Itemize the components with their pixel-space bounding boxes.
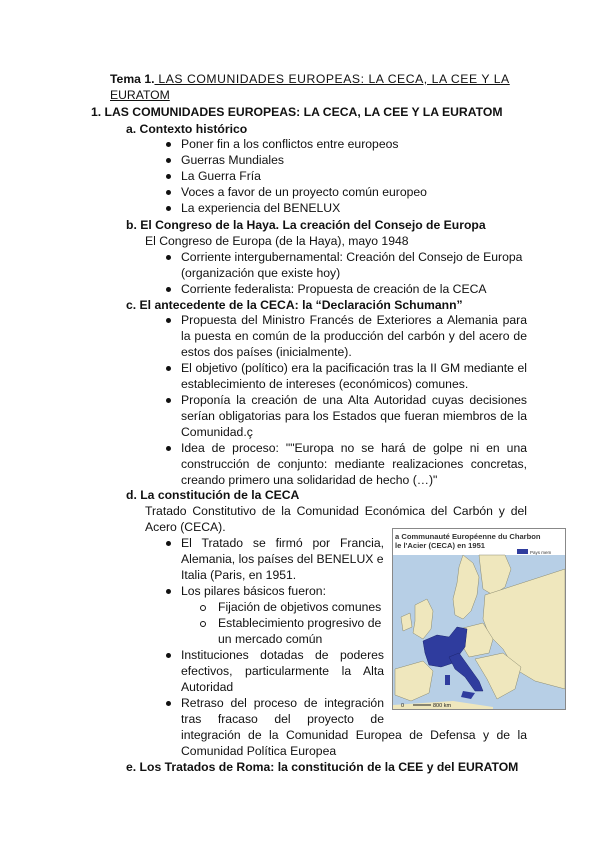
sub-list-item: Fijación de objetivos comunes [218,600,382,614]
title-text-continued: EURATOM [110,88,170,102]
bullet-icon [166,398,171,403]
section-d-intro: Tratado Constitutivo de la Comunidad Económica del Carbón y del [145,504,527,518]
bullet-icon [166,541,171,546]
section-b-title: b. El Congreso de la Haya. La creación del Consejo de Europa [126,218,486,232]
list-item: La experiencia del BENELUX [181,201,341,215]
bullet-icon [166,158,171,163]
list-item-continued: Italia (Paris, en 1951. [181,568,297,582]
sub-list-item-continued: un mercado común [218,632,323,646]
main-heading: 1. LAS COMUNIDADES EUROPEAS: LA CECA, LA CEE Y LA EURATOM [91,105,503,119]
section-e-title: e. Los Tratados de Roma: la constitución de la CEE y del EURATOM [126,760,519,774]
ceca-map-figure [392,528,566,710]
sub-list-item: Establecimiento progresivo de [218,616,382,630]
bullet-icon [166,142,171,147]
list-item-continued: Comunidad Política Europea [181,744,337,758]
title-text: LAS COMUNIDADES EUROPEAS: LA CECA, LA CEE Y LA [154,72,510,86]
sardinia [445,675,450,685]
list-item: Corriente intergubernamental: Creación del Consejo de Europa [181,250,523,264]
section-a-title: a. Contexto histórico [126,122,248,136]
map-title: a Communauté Européenne du Charbon [395,532,541,541]
bullet-icon [166,255,171,260]
europe-map [393,529,565,709]
list-item-continued: estos dos países (inicialmente). [181,345,352,359]
list-item: Guerras Mundiales [181,153,284,167]
list-item-continued: establecimiento de intereses (económicos) comunes. [181,377,469,391]
list-item: Los pilares básicos fueron: [181,584,326,598]
list-item: Proponía la creación de una Alta Autoridad cuyas decisiones [181,393,527,407]
bullet-icon [166,318,171,323]
document-title [110,71,510,87]
list-item: Idea de proceso: ""Europa no se hará de golpe ni en una [181,441,527,455]
bullet-icon [166,446,171,451]
list-item-continued: construcción de conjunto: mediante realizaciones concretas, [181,457,527,471]
list-item: Propuesta del Ministro Francés de Exteriores a Alemania para [181,313,527,327]
list-item-continued: tras fracaso del proyecto de [181,712,384,726]
list-item: Poner fin a los conflictos entre europeos [181,137,399,151]
title-prefix: Tema 1. [110,72,155,86]
list-item: El objetivo (político) era la pacificación tras la II GM mediante el [181,361,527,375]
bullet-icon [166,174,171,179]
bullet-icon [166,653,171,658]
list-item-continued: serían obligatorias para los Estados que fueran miembros de la [181,409,527,423]
list-item-continued: Alemania, los países del BENELUX e [181,552,384,566]
list-item: Voces a favor de un proyecto común europeo [181,185,427,199]
list-item-continued: Comunidad.ç [181,425,253,439]
bullet-icon [166,701,171,706]
list-item-continued: creando primero una solidaridad de hecho (…)" [181,473,438,487]
list-item-continued: Autoridad [181,680,234,694]
list-item: El Tratado se firmó por Francia, [181,536,384,550]
map-title-continued: le l'Acier (CECA) en 1951 [395,541,486,550]
zero-label: 0 [401,703,405,709]
list-item: Instituciones dotadas de poderes [181,648,384,662]
list-item: Corriente federalista: Propuesta de creación de la CECA [181,282,487,296]
bullet-icon [166,190,171,195]
list-item-continued: (organización que existe hoy) [181,266,341,280]
list-item-continued: efectivos, particularmente la Alta [181,664,384,678]
hollow-bullet-icon [200,605,206,611]
list-item-continued: integración de la Comunidad Europea de Defensa y de la [181,728,527,742]
section-d-title: d. La constitución de la CECA [126,488,300,502]
bullet-icon [166,287,171,292]
bullet-icon [166,206,171,211]
map-legend: Pays mem [530,550,552,555]
list-item-continued: la puesta en común de la producción del carbón y del acero de [181,329,527,343]
list-item: Retraso del proceso de integración [181,696,384,710]
bullet-icon [166,366,171,371]
legend-swatch [517,549,528,554]
list-item: La Guerra Fría [181,169,261,183]
section-b-intro: El Congreso de Europa (de la Haya), mayo 1948 [145,234,409,248]
map-scale: 800 km [433,703,452,709]
bullet-icon [166,589,171,594]
section-d-intro-continued: Acero (CECA). [145,520,226,534]
hollow-bullet-icon [200,621,206,627]
section-c-title: c. El antecedente de la CECA: la “Declaración Schumann” [126,298,463,312]
